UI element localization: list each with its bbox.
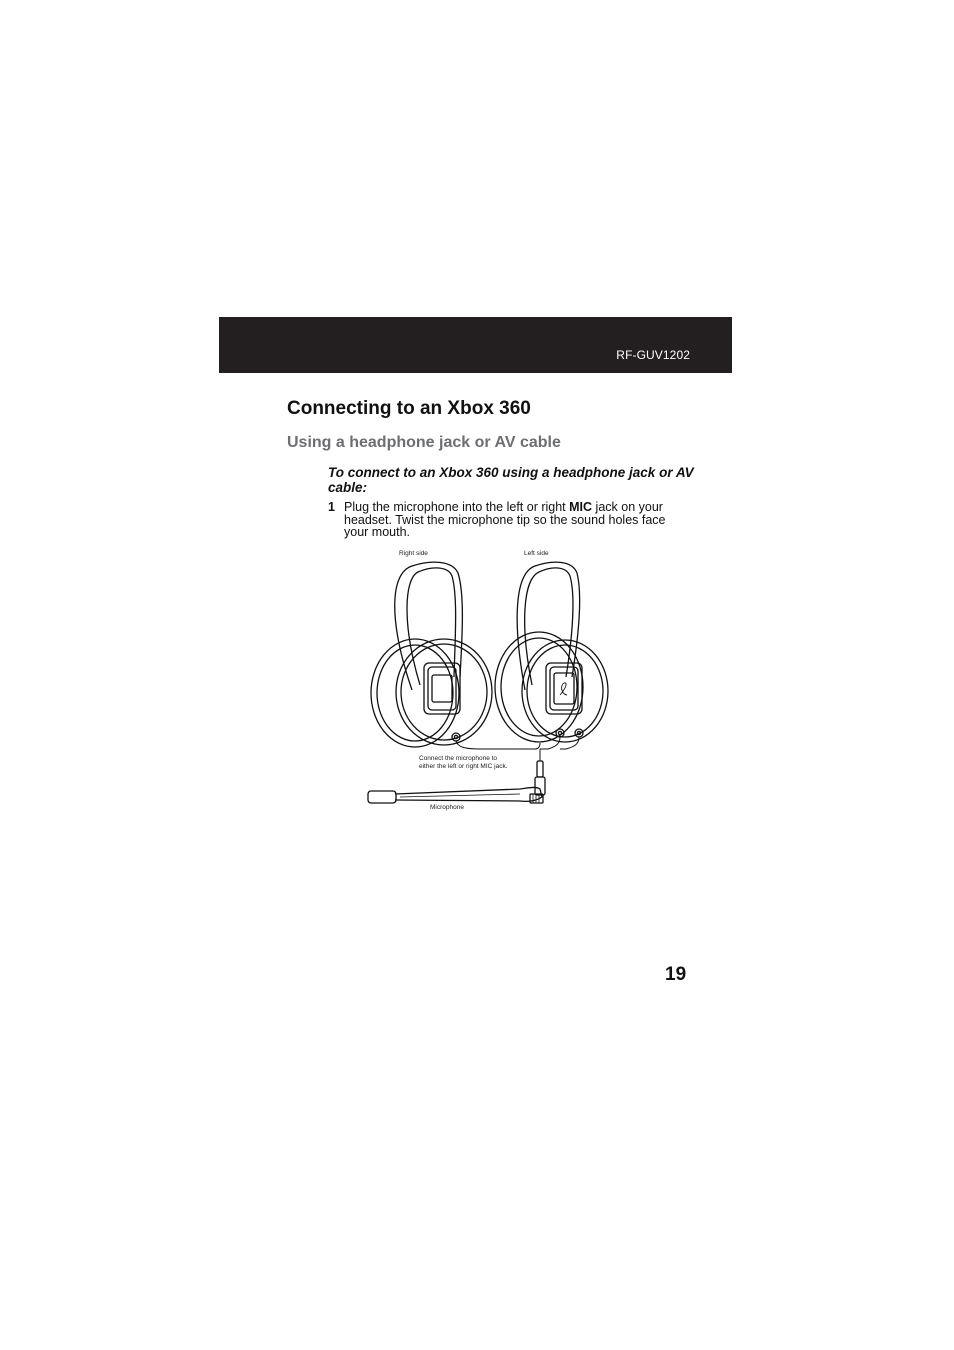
step-text-part: Plug the microphone into the left or right: [344, 500, 570, 514]
step-text: [344, 501, 688, 539]
label-connect-line-2: either the left or right MIC jack.: [419, 763, 508, 770]
left-headset-drawing: [495, 562, 608, 742]
right-headset-drawing: [371, 562, 492, 747]
page-number: 19: [665, 964, 687, 985]
label-connect-line-1: Connect the microphone to: [419, 755, 498, 762]
headset-illustration: [360, 545, 620, 820]
mic-label: MIC: [569, 500, 593, 514]
step-1: [328, 501, 688, 539]
step-number: 1: [328, 500, 335, 514]
model-number: RF-GUV1202: [616, 348, 690, 362]
header-bar: [219, 317, 732, 373]
label-left-side: Left side: [524, 550, 549, 557]
microphone-drawing: [368, 787, 543, 803]
label-right-side: Right side: [399, 550, 428, 557]
section-subtitle: Using a headphone jack or AV cable: [287, 434, 561, 451]
instruction-heading: To connect to an Xbox 360 using a headphone jack or AV cable:: [328, 465, 694, 495]
step-text-part: jack on your headset. Twist the microphone tip so the sound holes face your mouth.: [344, 500, 666, 539]
headset-drawing: [360, 545, 620, 820]
page-title: Connecting to an Xbox 360: [287, 398, 531, 419]
label-microphone: Microphone: [430, 804, 464, 811]
